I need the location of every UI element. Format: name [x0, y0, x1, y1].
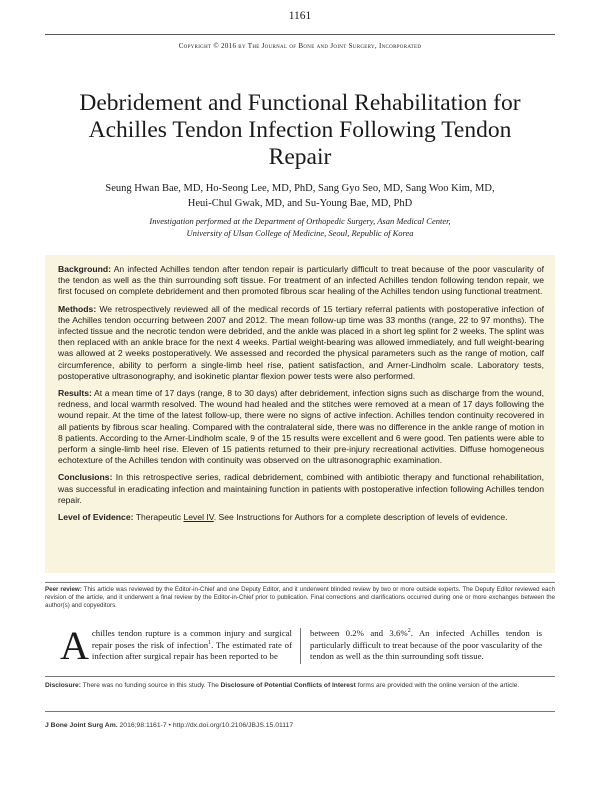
abstract [58, 264, 544, 523]
journal-abbrev: J Bone Joint Surg Am. [45, 722, 118, 729]
body-left-text-b: . The estimated rate of infection after surgical repair has been reported to be [91, 639, 292, 662]
author-line-1: Seung Hwan Bae, MD, Ho-Seong Lee, MD, PhD, Sang Gyo Seo, MD, Sang Woo Kim, MD, [105, 183, 495, 194]
citation: 2016;98:1161-7 [119, 722, 167, 729]
peer-review-note [45, 586, 555, 611]
footer-rule [45, 711, 555, 712]
footer [45, 722, 555, 729]
ref-2[interactable]: 2 [407, 628, 411, 635]
background-label: Background: [58, 264, 111, 274]
affiliation-line-2: University of Ulsan College of Medicine, Seoul, Republic of Korea [186, 228, 414, 238]
article-title: Debridement and Functional Rehabilitation for Achilles Tendon Infection Following Tendon Repair [79, 90, 521, 170]
peer-review-label: Peer review: [45, 586, 82, 593]
author-list [60, 182, 540, 211]
abstract-background [58, 264, 544, 298]
affiliation [60, 215, 540, 239]
level-pre: Therapeutic [135, 512, 182, 523]
disclosure-rule [45, 676, 555, 677]
level-post: . See Instructions for Authors for a complete description of levels of evidence. [213, 512, 508, 523]
abstract-methods [58, 304, 544, 382]
level-label: Level of Evidence: [58, 512, 134, 523]
abstract-results [58, 388, 544, 466]
peer-review-rule [45, 582, 555, 583]
abstract-conclusions [58, 472, 544, 506]
disclosure-text-a: There was no funding source in this study. The [82, 682, 219, 689]
disclosure-note [45, 681, 555, 690]
level-iv-link[interactable]: Level IV [183, 512, 214, 523]
disclosure-forms-link[interactable]: Disclosure of Potential Conflicts of Interest [220, 682, 356, 689]
conclusions-label: Conclusions: [58, 472, 113, 483]
body-column-right [310, 628, 542, 663]
disclosure-label: Disclosure: [45, 682, 81, 689]
author-line-2: Heui-Chul Gwak, MD, and Su-Young Bae, MD, PhD [187, 197, 413, 209]
page-number: 1161 [288, 10, 312, 22]
body-left-text-a: chilles tendon rupture is a common injury and surgical repair poses the risk of infection [91, 628, 292, 650]
results-text: At a mean time of 17 days (range, 8 to 30 days) after debridement, infection signs such as discharge from the wound, redness, and local warmth resolved. The wound had healed and the stitches were removed at a mean of 17 days following the wound repair. At the time of the latest follow-up, there were no signs of active infection. Achilles tendon continuity recovered in all patients by fibrous scar healing. Compared with the contralateral side, there was no difference in the ankle range of motion in 8 patients. According to the Arner-Lindholm scale, 9 of the 15 results were excellent and 6 were good. Ten patients were able to perform a single-limb heel rise. Eleven of 15 patients returned to their pre-injury recreational activities. Diffuse homogeneous echotexture of the Achilles tendon with continuity was observed on the ultrasonographic examination. [58, 388, 544, 466]
column-divider [300, 628, 301, 664]
body-right-text-b: . An infected Achilles tendon is particularly difficult to treat because of the poor vascularity of the tendon as well as the thin surrounding soft tissue. [310, 628, 542, 662]
header-rule [45, 34, 555, 35]
background-text: An infected Achilles tendon after tendon repair is particularly difficult to treat because of the poor vascularity of the tendon as well as the thin surrounding soft tissue. For treatment of an infected Achilles tendon following tendon repair, we first focused on complete debridement and then promoted fibrous scar healing of the Achilles tendon using functional treatment. [58, 264, 544, 297]
peer-review-text: This article was reviewed by the Editor-in-Chief and one Deputy Editor, and it underwent blinded review by two or more outside experts. The Deputy Editor reviewed each revision of the article, and it underwent a final review by the Editor-in-Chief prior to publication. Final corrections and clarifications occurred during one or more exchanges between the author(s) and copyeditors. [45, 586, 556, 610]
drop-cap: A [60, 623, 89, 668]
ref-1[interactable]: 1 [208, 639, 212, 646]
bullet-separator: • [168, 722, 171, 729]
affiliation-line-1: Investigation performed at the Department of Orthopedic Surgery, Asan Medical Center, [149, 216, 451, 226]
copyright-line: Copyright © 2016 by The Journal of Bone and Joint Surgery, Incorporated [178, 42, 422, 50]
body-right-text-a: between 0.2% and 3.6% [310, 628, 408, 638]
results-label: Results: [58, 388, 92, 399]
body-column-left [60, 623, 292, 668]
disclosure-text-b: forms are provided with the online version of the article. [357, 682, 520, 689]
abstract-level [58, 512, 544, 523]
methods-label: Methods: [58, 303, 97, 314]
conclusions-text: In this retrospective series, radical debridement, combined with antibiotic therapy and functional rehabilitation, was successful in eradicating infection and maintaining function in patients with postoperative infection following Achilles tendon repair. [58, 472, 544, 505]
methods-text: We retrospectively reviewed all of the medical records of 15 tertiary referral patients with postoperative infection of the Achilles tendon occurring between 2007 and 2012. The mean follow-up time was 33 months (range, 22 to 97 months). The infected tissue and the necrotic tendon were debrided, and the ankle was placed in a short leg splint for 2 weeks. The splint was then replaced with an ankle brace for the next 4 weeks. Partial weight-bearing was allowed immediately, and full weight-bearing was allowed at 2 weeks postoperatively. We assessed and recorded the physical parameters such as the range of motion, calf circumference, ability to perform a single-limb heel rise, patient satisfaction, and Arner-Lindholm scale. Laboratory tests, postoperative ultrasonography, and isokinetic plantar flexion power tests were also performed. [58, 303, 545, 381]
doi-link[interactable]: http://dx.doi.org/10.2106/JBJS.15.01117 [172, 722, 294, 729]
